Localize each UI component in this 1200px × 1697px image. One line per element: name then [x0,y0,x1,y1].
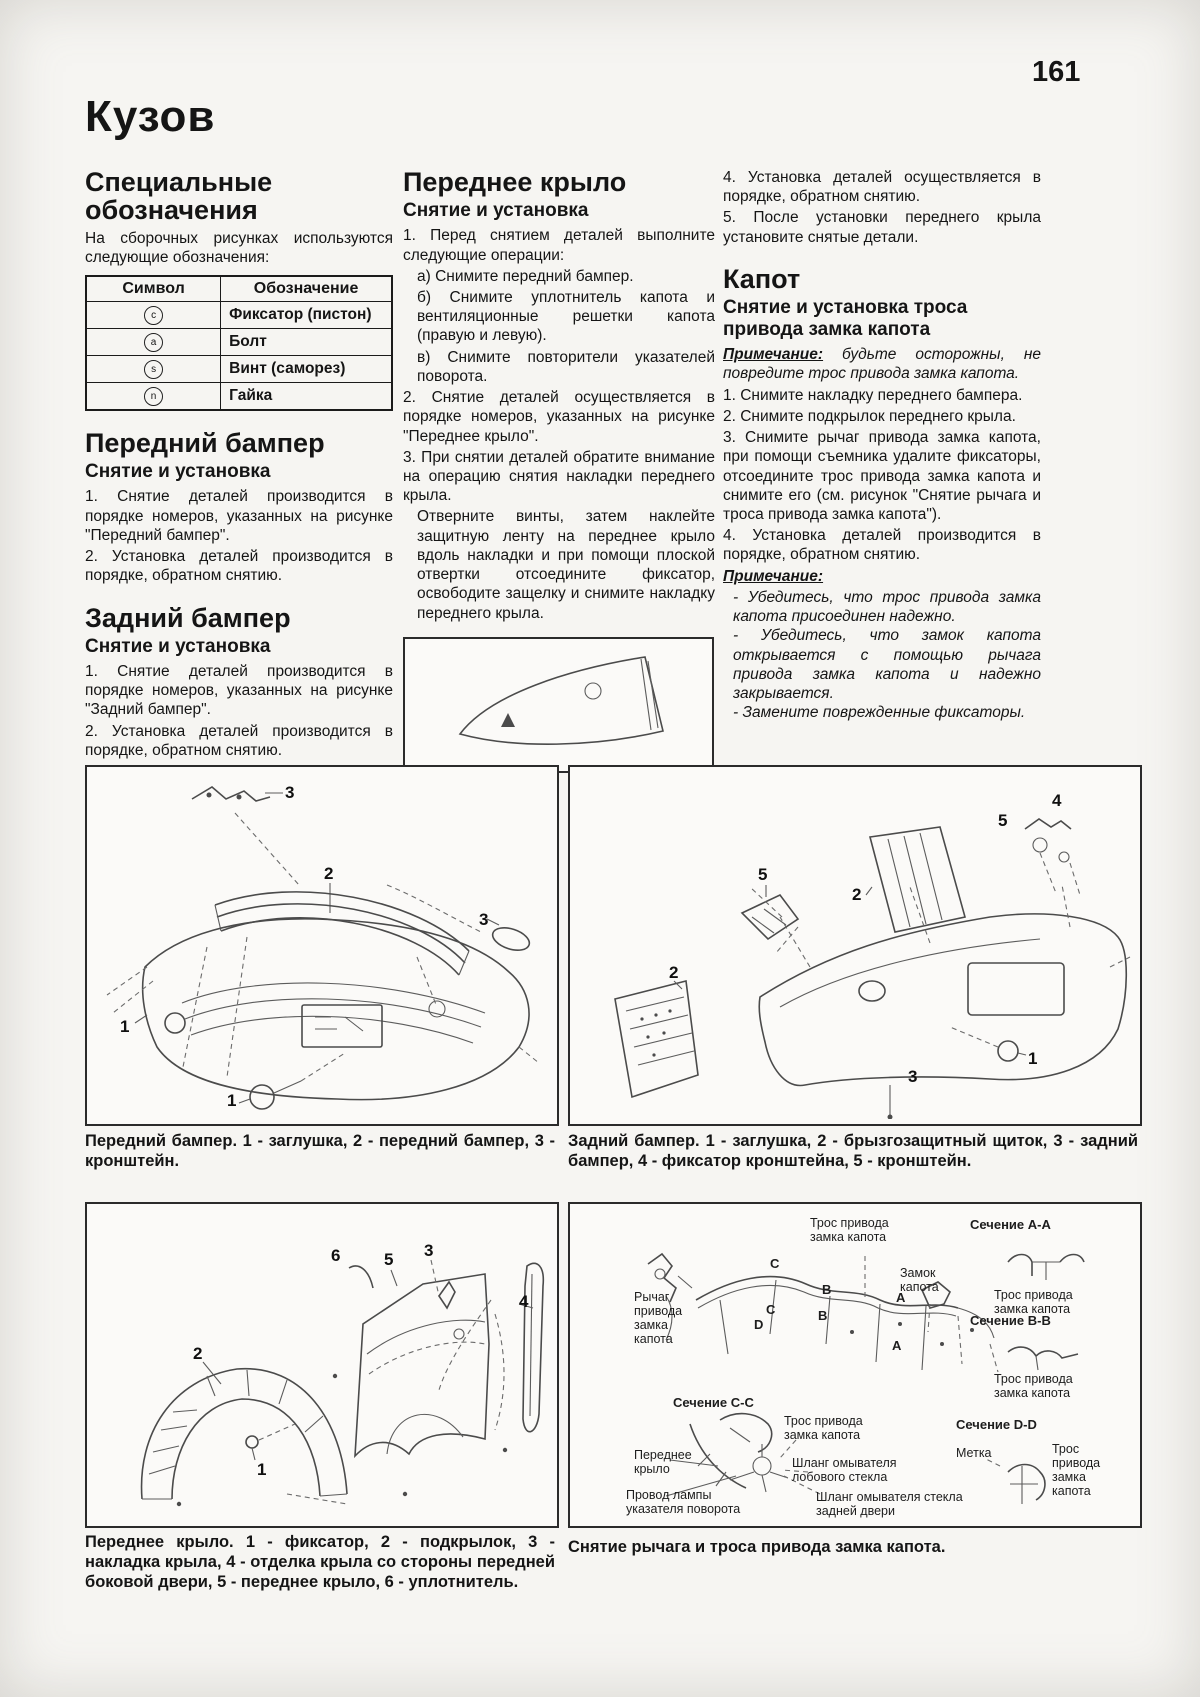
note-label: Примечание: [723,346,824,364]
symbol-column-header: Символ [86,276,221,302]
section-letter: B [818,1308,828,1323]
rear-bumper-figure [568,765,1142,1126]
front-fender-caption: Переднее крыло. 1 - фиксатор, 2 - подкрылок, 3 - накладка крыла, 4 - отделка крыла со стороны передней боковой двери, 5 - переднее крыло, 6 - уплотнитель. [85,1533,555,1592]
symbol-cell [86,302,221,329]
rear-bumper-drawing [570,767,1135,1119]
hood-note [723,345,1041,383]
hood-cable-figure [568,1202,1142,1528]
section-letter: D [754,1317,764,1332]
symbol-cell [86,383,221,411]
cable-aa-label: Трос привода замка капота [994,1288,1073,1316]
column-1 [85,168,393,762]
special-symbols-heading: Специальные обозначения [85,167,273,226]
table-row [86,302,392,329]
meaning-cell: Винт (саморез) [221,356,392,383]
front-fender-step: 1. Перед снятием деталей выполните следующие операции: [403,227,715,264]
section-letter: C [770,1256,780,1271]
table-row [86,383,392,411]
screw-symbol-icon: s [144,360,163,379]
table-header-row [86,276,392,302]
section-bb-label: Сечение В-В [970,1313,1051,1328]
column-2 [403,168,715,773]
figure-callout: 3 [479,910,489,929]
figure-callout: 6 [331,1246,341,1265]
front-bumper-heading: Передний бампер [85,428,325,459]
cable-bb-label: Трос привода замка капота [994,1372,1073,1400]
rear-bumper-step: 1. Снятие деталей производится в порядке номеров, указанных на рисунке "Задний бампер". [85,662,393,719]
front-fender-step-continued: 4. Установка деталей осуществляется в порядке, обратном снятию. [723,169,1041,206]
hood-lock-label: Замок капота [900,1266,939,1294]
page-number: 161 [1032,56,1081,88]
figure-callout: 4 [519,1292,529,1311]
bolt-symbol-icon: a [144,333,163,352]
front-fender-step: 3. При снятии деталей обратите внимание на операцию снятия накладки переднего крыла. [403,448,715,505]
section-cc-label: Сечение С-С [673,1395,754,1410]
fender-trim-drawing [405,639,712,771]
front-fender-step-continued: 5. После установки переднего крыла установите снятые детали. [723,209,1041,246]
front-bumper-subheading: Снятие и установка [85,461,271,483]
page-title: Кузов [85,92,216,141]
hood-note2-item: - Замените поврежденные фиксаторы. [733,704,1026,722]
figure-callout: 4 [1052,791,1062,810]
figure-callout: 3 [285,783,295,802]
cable-top-label: Трос привода замка капота [810,1216,889,1244]
hood-cable-caption: Снятие рычага и троса привода замка капота. [568,1538,946,1556]
nut-symbol-icon: n [144,387,163,406]
front-bumper-drawing [87,767,552,1119]
hood-step: 1. Снимите накладку переднего бампера. [723,386,1023,404]
turn-lamp-label: Провод лампы указателя поворота [626,1488,741,1516]
meaning-cell: Фиксатор (пистон) [221,302,392,329]
figure-callout: 2 [669,963,679,982]
figure-callout: 2 [852,885,862,904]
section-aa-label: Сечение А-А [970,1217,1051,1232]
figure-callout: 5 [758,865,768,884]
table-row [86,329,392,356]
cable-mid-label: Трос привода замка капота [784,1414,863,1442]
figure-callout: 3 [424,1241,434,1260]
section-letter: A [892,1338,902,1353]
section-letter: B [822,1282,832,1297]
figure-callout: 2 [193,1344,203,1363]
front-fender-drawing [87,1204,552,1521]
figure-callout: 1 [227,1091,237,1110]
meaning-column-header: Обозначение [221,276,392,302]
table-row [86,356,392,383]
lever-label: Рычаг привода замка капота [634,1290,683,1346]
hood-step: 4. Установка деталей производится в порядке, обратном снятию. [723,527,1041,564]
figure-callout: 1 [120,1017,130,1036]
front-bumper-caption: Передний бампер. 1 - заглушка, 2 - передний бампер, 3 - кронштейн. [85,1132,555,1171]
hood-note2-item: - Убедитесь, что трос привода замка капота присоединен надежно. [733,588,1041,626]
hood-step: 3. Снимите рычаг привода замка капота, при помощи съемника удалите фиксаторы, отсоедините трос привода замка капота и снимите его (см. рисунок "Снятие рычага и троса привода замка капота"). [723,429,1041,523]
mark-label: Метка [956,1446,992,1460]
hood-note2-item: - Убедитесь, что замок капота открывается с помощью рычага привода замка капота и надежно закрывается. [733,627,1041,702]
washer-rear-label: Шланг омывателя стекла задней двери [816,1490,963,1518]
special-symbols-intro: На сборочных рисунках используются следующие обозначения: [85,229,393,266]
note-label: Примечание: [723,567,824,585]
figure-callout: 1 [1028,1049,1038,1068]
front-fender-step: 2. Снятие деталей осуществляется в порядке номеров, указанных на рисунке "Переднее крыло". [403,389,715,445]
cable-dd-label: Трос привода замка капота [1052,1442,1101,1498]
hood-heading: Капот [723,263,801,294]
front-bumper-step: 2. Установка деталей производится в порядке, обратном снятию. [85,548,393,585]
meaning-cell: Болт [221,329,392,356]
section-letter: A [896,1290,906,1305]
front-fender-substep: б) Снимите уплотнитель капота и вентиляционные решетки капота (правую и левую). [417,289,715,345]
meaning-cell: Гайка [221,383,392,411]
washer-front-label: Шланг омывателя лобового стекла [792,1456,897,1484]
figure-callout: 5 [384,1250,394,1269]
front-fender-figure [85,1202,559,1528]
front-fender-label: Переднее крыло [634,1448,692,1476]
figure-callout: 1 [257,1460,267,1479]
hood-note2 [723,567,1041,586]
front-bumper-figure [85,765,559,1126]
front-fender-subheading: Снятие и установка [403,200,589,222]
symbol-cell [86,356,221,383]
hood-step: 2. Снимите подкрылок переднего крыла. [723,407,1016,425]
symbol-cell [86,329,221,356]
front-bumper-step: 1. Снятие деталей производится в порядке номеров, указанных на рисунке "Передний бампер". [85,488,393,544]
rear-bumper-caption: Задний бампер. 1 - заглушка, 2 - брызгозащитный щиток, 3 - задний бампер, 4 - фиксатор кронштейна, 5 - кронштейн. [568,1132,1138,1171]
section-dd-label: Сечение D-D [956,1417,1037,1432]
fixator-symbol-icon: c [144,306,163,325]
front-fender-substep: в) Снимите повторители указателей поворота. [417,348,715,385]
front-fender-heading: Переднее крыло [403,167,627,197]
figure-callout: 5 [998,811,1008,830]
figure-callout: 3 [908,1067,918,1086]
symbols-table [85,275,393,411]
section-letter: C [766,1302,776,1317]
note-text: будьте осторожны, не повредите трос привода замка капота. [723,346,1041,383]
hood-subheading: Снятие и установка троса привода замка капота [723,297,968,341]
rear-bumper-step: 2. Установка деталей производится в порядке, обратном снятию. [85,722,393,759]
front-fender-substep: а) Снимите передний бампер. [417,267,634,285]
figure-callout: 2 [324,864,334,883]
fender-trim-figure [403,637,714,773]
rear-bumper-subheading: Снятие и установка [85,635,271,657]
rear-bumper-heading: Задний бампер [85,602,291,633]
column-3 [723,168,1041,722]
front-fender-detail: Отверните винты, затем наклейте защитную ленту на переднее крыло вдоль накладки и при помощи плоской отвертки отсоедините фиксатор, освободите защелку и снимите накладку переднего крыла. [417,508,715,622]
